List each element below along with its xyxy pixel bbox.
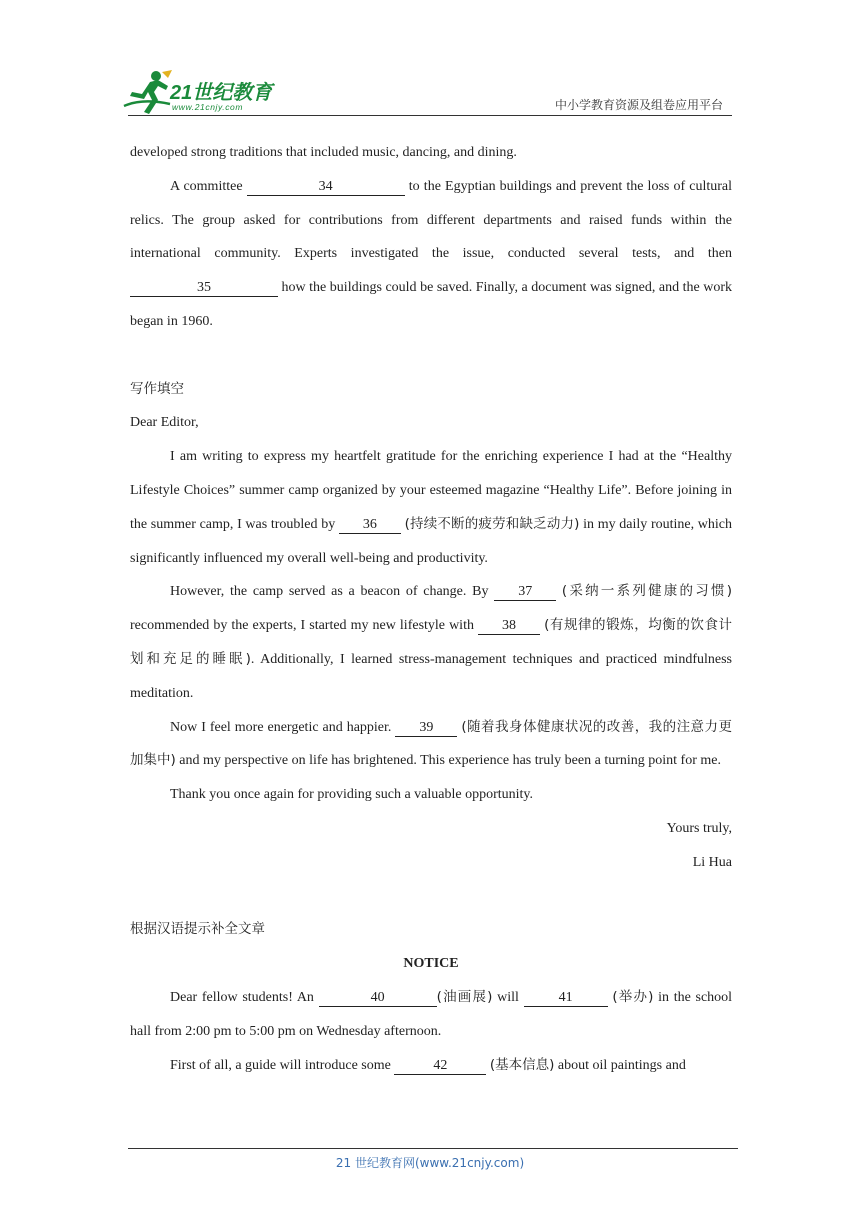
letter-closing: Yours truly, — [666, 820, 732, 836]
blank-34[interactable]: 34 — [247, 179, 405, 196]
hint-37: (采纳一系列健康的习惯) — [561, 583, 732, 600]
hint-42: (基本信息) — [489, 1056, 555, 1073]
blank-42[interactable]: 42 — [394, 1058, 486, 1075]
hint-38: (有规律的锻炼，均衡的饮食计划和充足的睡眠) — [130, 617, 733, 667]
letter-signature: Li Hua — [692, 854, 732, 870]
letter-paragraph-2: However, the camp served as a beacon of change. By 37 (采纳一系列健康的习惯) recommended by the experts, I started my new lifestyle with 38 (有规律的锻炼，均衡的饮食计划和充足的睡眠). Additionally, I learned stress-management techniques and practiced mindfulness meditation. — [130, 583, 733, 701]
section-title-completion: 根据汉语提示补全文章 — [130, 921, 265, 938]
footer-divider — [128, 1148, 738, 1149]
blank-38[interactable]: 38 — [478, 618, 540, 635]
blank-37[interactable]: 37 — [494, 584, 556, 601]
blank-39[interactable]: 39 — [395, 720, 457, 737]
section-title-writing: 写作填空 — [130, 380, 184, 397]
hint-39: (随着我身体健康状况的改善，我的注意力更加集中) — [130, 718, 732, 769]
blank-35[interactable]: 35 — [130, 280, 278, 297]
letter-greeting: Dear Editor, — [130, 415, 199, 431]
hint-40: (油画展) — [436, 988, 493, 1005]
blank-41[interactable]: 41 — [524, 990, 608, 1007]
footer-link[interactable]: 21 世纪教育网(www.21cnjy.com) — [335, 1156, 525, 1170]
notice-paragraph-2: First of all, a guide will introduce some 42 (基本信息) about oil paintings and — [170, 1056, 686, 1073]
passage1-line1: developed strong traditions that included music, dancing, and dining. — [130, 145, 517, 160]
passage1-paragraph: A committee 34 to the Egyptian buildings and prevent the loss of cultural relics. The group asked for contributions from different departments and raised funds within the international community. Experts investigated the issue, conducted several tests, and then 35 how the buildings could be saved. Finally, a document was signed, and the work began in 1960. — [130, 178, 732, 329]
letter-paragraph-3: Now I feel more energetic and happier. 39 (随着我身体健康状况的改善，我的注意力更加集中) and my perspective on life has brightened. This experience has truly been a turning point for me. — [130, 718, 732, 769]
header-divider — [128, 115, 732, 116]
site-logo[interactable] — [122, 68, 292, 116]
logo-url: www.21cnjy.com — [172, 102, 244, 112]
document-body — [130, 136, 732, 1082]
runner-icon — [122, 68, 174, 116]
blank-40[interactable]: 40 — [319, 990, 437, 1007]
notice-title: NOTICE — [403, 956, 459, 972]
page-header — [0, 0, 860, 118]
letter-paragraph-4: Thank you once again for providing such a valuable opportunity. — [170, 787, 533, 803]
hint-41: (举办) — [612, 988, 654, 1005]
header-platform-name: 中小学教育资源及组卷应用平台 — [554, 98, 723, 112]
hint-36: (持续不断的疲劳和缺乏动力) — [404, 515, 580, 532]
letter-paragraph-1: I am writing to express my heartfelt gratitude for the enriching experience I had at the “Healthy Lifestyle Choices” summer camp organized by your esteemed magazine “Healthy Life”. Before joining in the summer camp, I was troubled by 36 (持续不断的疲劳和缺乏动力) in my daily routine, which significantly influenced my overall well-being and productivity. — [130, 449, 733, 566]
logo-text: 21世纪教育 — [170, 82, 273, 104]
notice-paragraph-1: Dear fellow students! An 40 (油画展) will 41 (举办) in the school hall from 2:00 pm to 5:00 pm on Wednesday afternoon. — [130, 988, 733, 1039]
blank-36[interactable]: 36 — [339, 517, 401, 534]
